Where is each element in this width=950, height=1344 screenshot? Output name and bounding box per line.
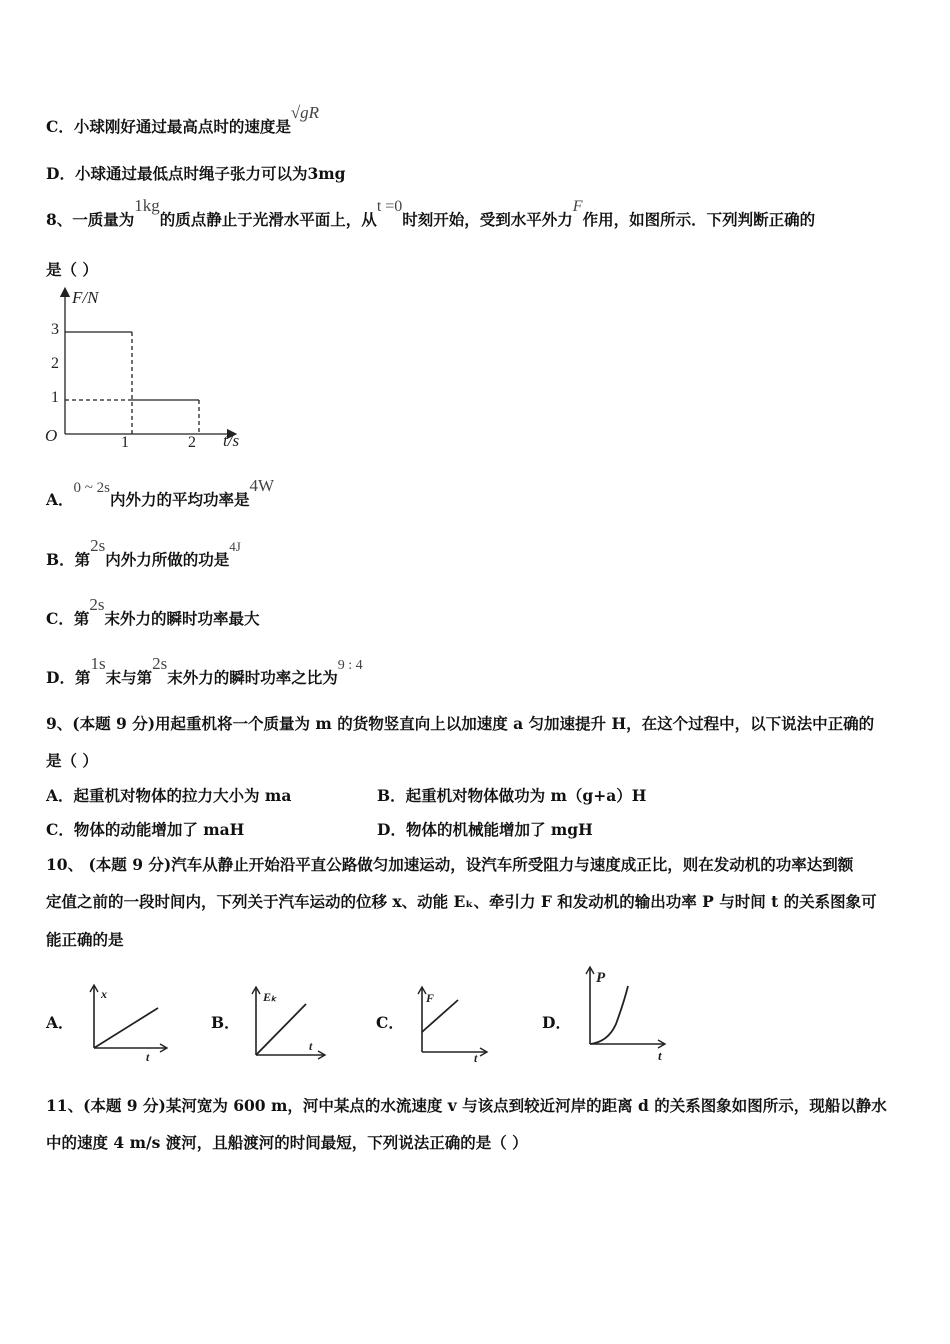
q9-option-a: A．起重机对物体的拉力大小为 ma <box>46 786 292 805</box>
q8-xtick-2: 2 <box>188 434 196 451</box>
q8-option-d-time1: 1s <box>90 654 106 673</box>
q8-option-d-label: D．第 <box>46 668 91 687</box>
q8-option-b-time: 2s <box>90 536 106 555</box>
q10-graph-b-ylabel: Eₖ <box>263 990 277 1004</box>
q8-ytick-2: 2 <box>51 355 59 372</box>
q10-graph-c-xlabel: t <box>474 1051 478 1062</box>
q10-graph-a-xlabel: t <box>146 1050 150 1062</box>
q8-stem-part-b: 的质点静止于光滑水平面上，从 <box>159 210 377 229</box>
q10-option-a-label: A． <box>46 1013 74 1032</box>
q8-force-time-graph <box>40 286 260 456</box>
q8-option-a-value: 4W <box>249 476 275 495</box>
q10-stem-line2: 定值之前的一段时间内，下列关于汽车运动的位移 x、动能 Eₖ、牵引力 F 和发动机的输出功率 P 与时间 t 的关系图象可 <box>46 892 877 911</box>
q8-option-d-ratio: 9 : 4 <box>337 658 363 673</box>
q8-option-b <box>46 536 241 570</box>
q10-graph-c-ylabel: F <box>426 991 435 1005</box>
q8-option-c-time: 2s <box>89 595 105 614</box>
q8-option-b-value: 4J <box>229 539 241 554</box>
q7-option-c-text: C．小球刚好通过最高点时的速度是 <box>46 117 291 136</box>
q8-option-a <box>46 476 275 510</box>
q8-option-d-time2: 2s <box>152 654 168 673</box>
q8-option-c <box>46 595 260 629</box>
q10-graph-c <box>410 982 500 1062</box>
q10-graph-b <box>244 982 334 1062</box>
q8-option-a-interval: 0 ~ 2s <box>73 480 110 496</box>
q10-graph-a-ylabel: x <box>101 987 107 1001</box>
q8-xtick-1: 1 <box>121 434 129 451</box>
q8-stem-part-a: 8、一质量为 <box>46 210 135 229</box>
q10-graph-d-xlabel: t <box>658 1048 662 1062</box>
q8-force-symbol: F <box>572 198 583 215</box>
q8-stem-part-c: 时刻开始，受到水平外力 <box>402 210 573 229</box>
q10-graph-a <box>84 982 174 1062</box>
q8-stem <box>46 196 816 230</box>
q8-option-d-text: 末外力的瞬时功率之比为 <box>167 668 338 687</box>
q10-option-d-label: D． <box>542 1013 571 1032</box>
q8-option-b-label: B．第 <box>46 550 91 569</box>
q8-origin: O <box>45 426 58 445</box>
q8-ytick-3: 3 <box>51 321 59 338</box>
q8-t0: t =0 <box>376 198 403 215</box>
q8-option-d <box>46 654 363 688</box>
q10-graph-b-xlabel: t <box>309 1039 313 1053</box>
q10-graph-d <box>578 962 678 1062</box>
q10-graph-a-curve <box>94 1008 158 1048</box>
q8-option-a-label: A． <box>46 490 74 509</box>
q10-graph-d-ylabel: P <box>596 970 606 986</box>
q10-option-b-label: B． <box>211 1013 240 1032</box>
q8-y-label: F/N <box>72 288 99 307</box>
q9-stem: 9、(本题 9 分)用起重机将一个质量为 m 的货物竖直向上以加速度 a 匀加速提升 H，在这个过程中，以下说法中正确的 <box>46 714 875 733</box>
q11-stem: 11、(本题 9 分)某河宽为 600 m，河中某点的水流速度 v 与该点到较近河岸的距离 d 的关系图象如图所示，现船以静水 <box>46 1096 887 1115</box>
q8-ytick-1: 1 <box>51 389 59 406</box>
q9-stem-line2: 是（ ） <box>46 751 98 770</box>
q8-x-label: t/s <box>223 431 240 450</box>
q7-option-c <box>46 103 320 137</box>
q10-graph-b-curve <box>256 1004 306 1055</box>
q7-option-d: D．小球通过最低点时绳子张力可以为3mg <box>46 164 346 183</box>
q9-option-b: B．起重机对物体做功为 m（g+a）H <box>377 786 647 805</box>
q8-series-group <box>65 332 199 434</box>
q10-graph-d-curve <box>590 986 628 1044</box>
q10-stem: 10、 (本题 9 分)汽车从静止开始沿平直公路做匀加速运动，设汽车所受阻力与速度成正比，则在发动机的功率达到额 <box>46 855 854 874</box>
q9-option-c: C．物体的动能增加了 maH <box>46 820 245 839</box>
q8-option-b-text: 内外力所做的功是 <box>105 550 230 569</box>
q10-option-c-label: C． <box>376 1013 404 1032</box>
q8-mass: 1kg <box>134 196 160 215</box>
q8-stem-line2: 是（ ） <box>46 260 98 279</box>
q8-stem-part-d: 作用，如图所示．下列判断正确的 <box>582 210 816 229</box>
q11-stem-line2: 中的速度 4 m/s 渡河，且船渡河的时间最短，下列说法正确的是（ ） <box>46 1133 528 1152</box>
q9-option-d: D．物体的机械能增加了 mgH <box>377 820 593 839</box>
q8-option-c-text: 末外力的瞬时功率最大 <box>104 609 260 628</box>
q8-option-a-text: 内外力的平均功率是 <box>109 490 250 509</box>
q10-stem-line3: 能正确的是 <box>46 930 124 949</box>
q8-option-c-label: C．第 <box>46 609 90 628</box>
sqrt-gr-formula: √gR <box>290 103 320 122</box>
q8-option-d-mid: 末与第 <box>105 668 153 687</box>
